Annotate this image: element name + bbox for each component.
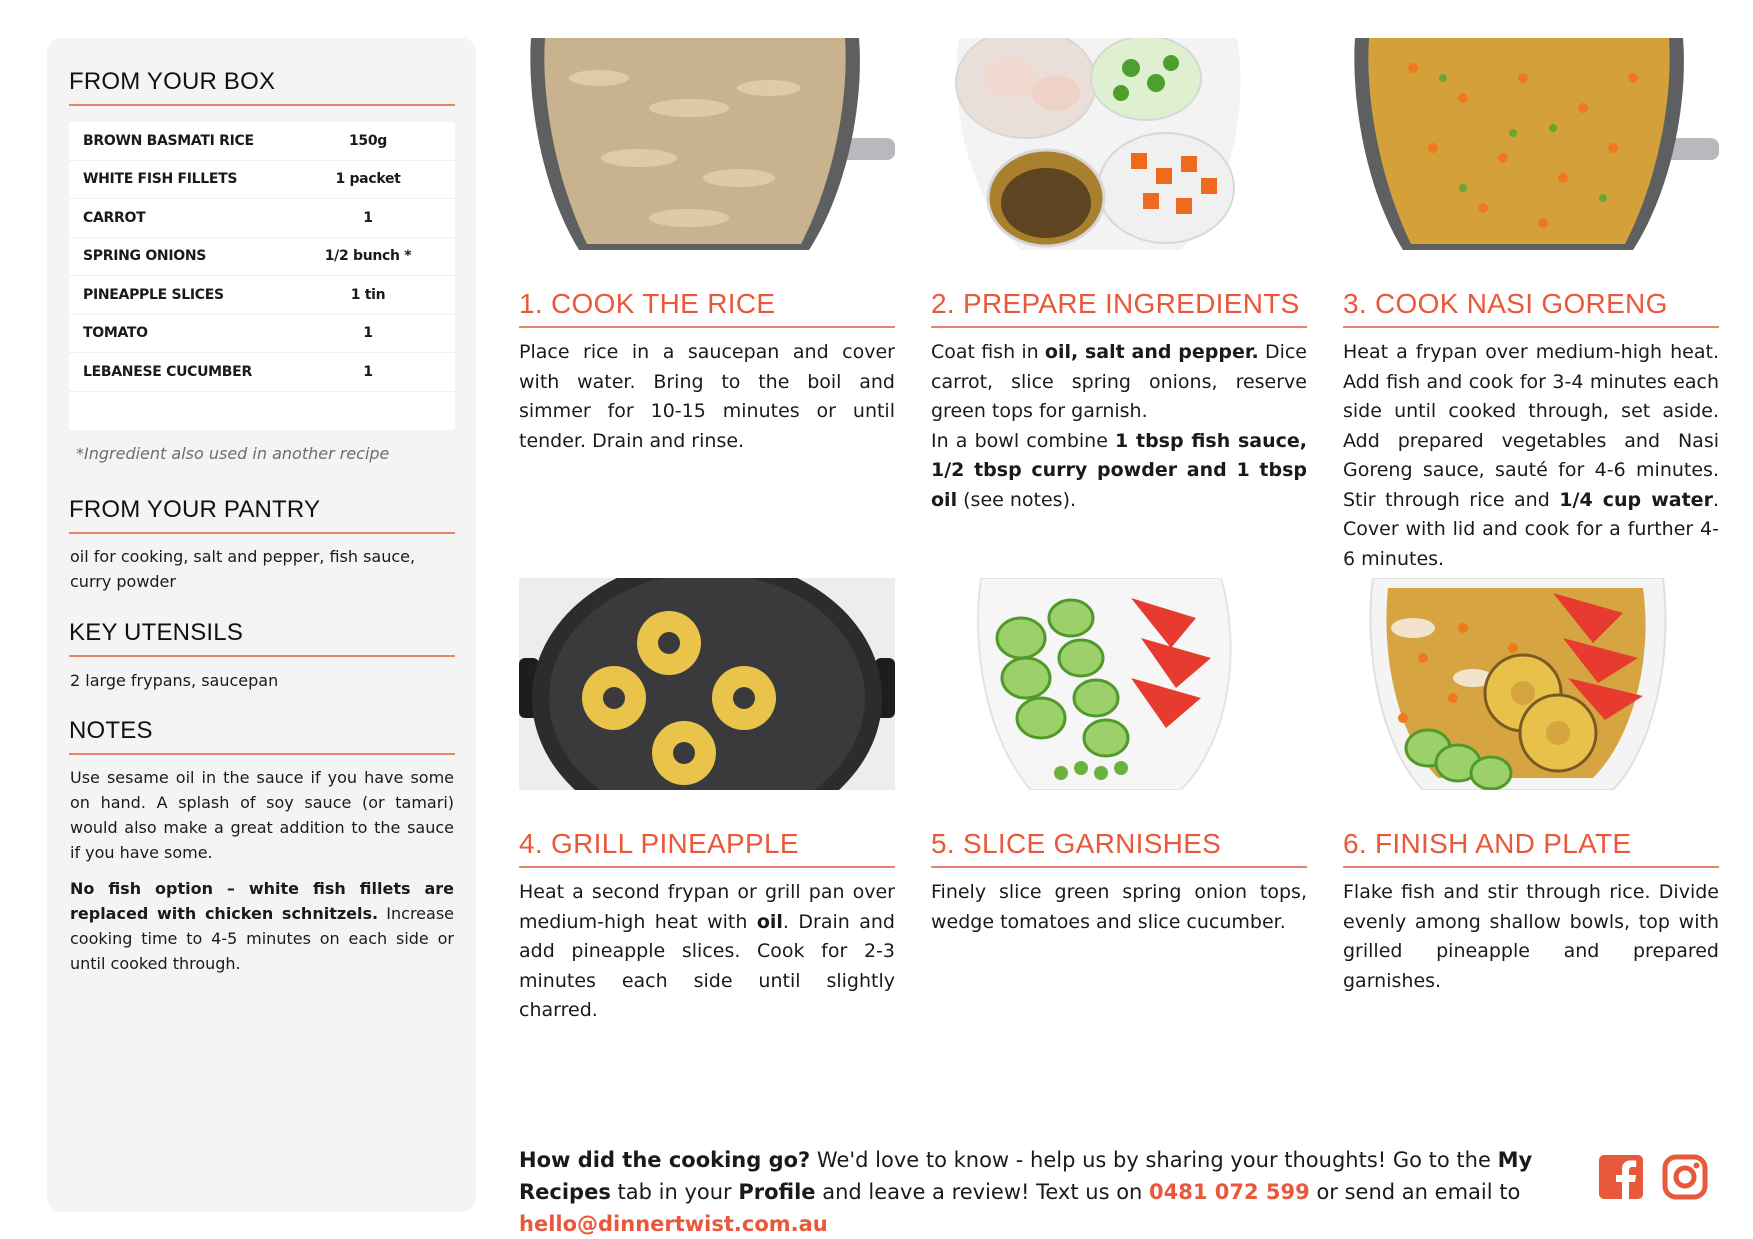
step-text xyxy=(519,878,895,1026)
rice-saucepan-photo xyxy=(519,38,895,250)
prepared-ingredients-photo xyxy=(931,38,1307,250)
ingredient-row xyxy=(69,315,455,354)
text-run: . Cover with lid and cook for a further 4-6 minutes. xyxy=(1343,488,1719,570)
ingredient-row xyxy=(69,199,455,238)
pantry-text: oil for cooking, salt and pepper, fish sauce, curry powder xyxy=(70,547,416,591)
ingredient-note: *Ingredient also used in another recipe xyxy=(76,444,390,463)
text-run: Coat fish in xyxy=(931,341,1045,363)
footer-text: tab in your xyxy=(610,1180,739,1204)
step-title: 6. FINISH AND PLATE xyxy=(1343,828,1719,868)
text-run: (see notes). xyxy=(957,488,1077,511)
garnishes-plate-photo xyxy=(931,578,1307,790)
box-heading: FROM YOUR BOX xyxy=(69,68,455,106)
notes-no-fish-option xyxy=(70,876,454,976)
ingredient-row xyxy=(69,122,455,161)
ingredient-row xyxy=(69,276,455,315)
ingredient-qty: 1 xyxy=(363,325,373,342)
my-recipes-link: My Recipes xyxy=(519,1148,1533,1204)
ingredient-name: TOMATO xyxy=(83,325,148,342)
step-text: Finely slice green spring onion tops, wedge tomatoes and slice cucumber. xyxy=(931,881,1307,933)
notes-heading: NOTES xyxy=(69,717,455,755)
text-run: Heat a frypan over medium-high heat. Add fish and cook for 3-4 minutes each side until cooked through, set aside. Add prepared vegetables and Nasi Goreng sauce, sauté for 4-6 minutes. Stir through rice and xyxy=(1343,341,1719,511)
ingredient-name: SPRING ONIONS xyxy=(83,248,207,265)
ingredient-qty: 1 xyxy=(363,209,373,226)
ingredient-name: BROWN BASMATI RICE xyxy=(83,132,254,149)
bold-run: 1/4 cup water xyxy=(1559,488,1713,511)
facebook-icon[interactable] xyxy=(1598,1154,1644,1200)
step-title: 3. COOK NASI GORENG xyxy=(1343,288,1719,328)
grilled-pineapple-photo xyxy=(519,578,895,790)
ingredient-qty: 1 tin xyxy=(350,286,386,303)
footer-text: We'd love to know - help us by sharing your thoughts! Go to the xyxy=(810,1148,1498,1172)
ingredient-qty: 1 xyxy=(363,363,373,380)
instagram-icon[interactable] xyxy=(1662,1154,1708,1200)
footer-text: or send an email to xyxy=(1309,1180,1521,1204)
ingredient-qty: 1/2 bunch * xyxy=(324,248,412,265)
bold-run: 1 tbsp fish sauce, 1/2 tbsp curry powder and 1 tbsp oil xyxy=(931,429,1307,511)
ingredient-row xyxy=(69,353,455,392)
notes-text: Use sesame oil in the sauce if you have some on hand. A splash of soy sauce (or tamari) would also make a great addition to the sauce if you have some. xyxy=(70,768,454,862)
step-text: Flake fish and stir through rice. Divide evenly among shallow bowls, top with grilled pineapple and prepared garnishes. xyxy=(1343,881,1719,992)
ingredient-row xyxy=(69,161,455,200)
utensils-heading: KEY UTENSILS xyxy=(69,619,455,657)
email-link[interactable]: hello@dinnertwist.com.au xyxy=(519,1212,828,1236)
text-run: Dice carrot, slice spring onions, reserve green tops for garnish. xyxy=(931,341,1307,422)
notes-bold: No fish option – white fish fillets are replaced with chicken schnitzels. xyxy=(70,879,454,923)
review-footer xyxy=(519,1144,1579,1239)
utensils-text: 2 large frypans, saucepan xyxy=(70,671,279,690)
ingredient-row xyxy=(69,238,455,277)
ingredient-name: PINEAPPLE SLICES xyxy=(83,286,224,303)
profile-link: Profile xyxy=(738,1180,816,1204)
step-text xyxy=(931,338,1307,515)
step-text: Place rice in a saucepan and cover with water. Bring to the boil and simmer for 10-15 minutes or until tender. Drain and rinse. xyxy=(519,341,895,452)
ingredient-name: CARROT xyxy=(83,209,146,226)
nasi-goreng-pan-photo xyxy=(1343,38,1719,250)
step-title: 4. GRILL PINEAPPLE xyxy=(519,828,895,868)
step-title: 2. PREPARE INGREDIENTS xyxy=(931,288,1307,328)
text-run: . Drain and add pineapple slices. Cook for 2-3 minutes each side until slightly charred. xyxy=(519,910,895,1021)
ingredient-qty: 1 packet xyxy=(335,171,401,188)
phone-number[interactable]: 0481 072 599 xyxy=(1149,1180,1310,1204)
bold-run: oil xyxy=(756,910,783,933)
ingredient-name: WHITE FISH FILLETS xyxy=(83,171,238,188)
ingredients-table xyxy=(69,122,455,430)
step-title: 1. COOK THE RICE xyxy=(519,288,895,328)
text-run: Heat a second frypan or grill pan over medium-high heat with xyxy=(519,881,895,933)
step-text xyxy=(1343,338,1719,574)
footer-bold: How did the cooking go? xyxy=(519,1148,811,1172)
text-run: In a bowl combine xyxy=(931,429,1116,452)
step-title: 5. SLICE GARNISHES xyxy=(931,828,1307,868)
finished-dish-photo xyxy=(1343,578,1719,790)
ingredients-sidebar xyxy=(47,38,476,1212)
ingredient-name: LEBANESE CUCUMBER xyxy=(83,363,252,380)
bold-run: oil, salt and pepper. xyxy=(1044,341,1259,363)
footer-text: and leave a review! Text us on xyxy=(815,1180,1150,1204)
notes-rest: Increase cooking time to 4-5 minutes on each side or until cooked through. xyxy=(70,904,455,973)
pantry-heading: FROM YOUR PANTRY xyxy=(69,496,455,534)
ingredient-qty: 150g xyxy=(348,132,388,149)
